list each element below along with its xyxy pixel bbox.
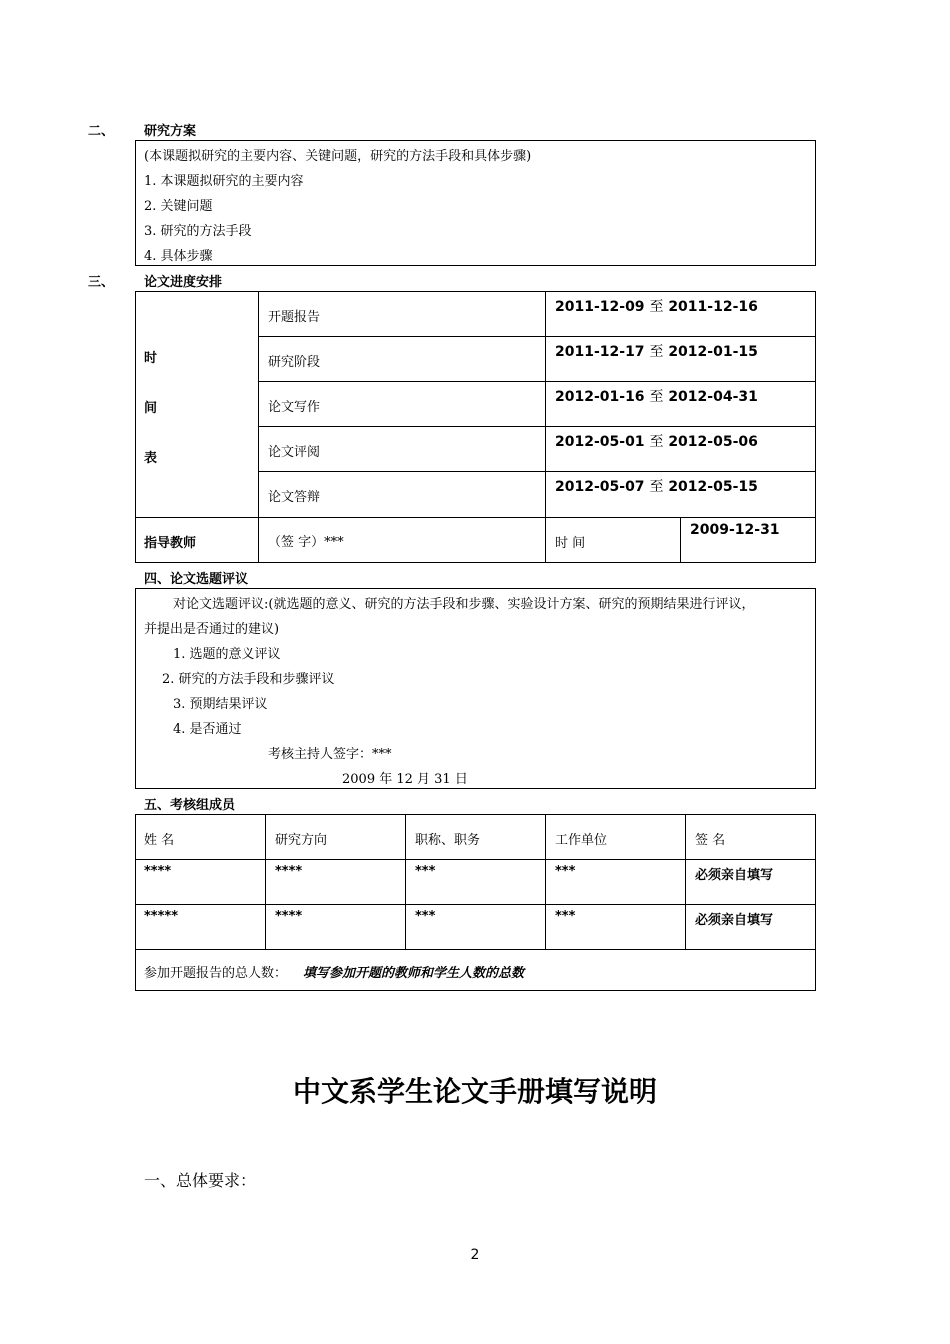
member-sign: 必须亲自填写 xyxy=(695,868,774,883)
page-heading: 中文系学生论文手册填写说明 xyxy=(292,1075,657,1108)
review-signer: 考核主持人签字：*** xyxy=(268,747,392,762)
header-field: 研究方向 xyxy=(275,833,328,848)
total-label: 参加开题报告的总人数： xyxy=(144,966,288,981)
review-item-3: 3. 预期结果评议 xyxy=(173,697,268,712)
stage-dates: 2011-12-09 至 2011-12-16 xyxy=(555,299,758,315)
stage-label: 论文答辩 xyxy=(268,490,321,505)
section4-title: 四、论文选题评议 xyxy=(144,572,249,587)
time-label-3: 表 xyxy=(144,451,158,466)
advisor-label: 指导教师 xyxy=(144,536,197,551)
member-field: **** xyxy=(275,864,303,879)
member-unit: *** xyxy=(555,864,576,879)
section3-title: 论文进度安排 xyxy=(144,275,223,290)
member-name: **** xyxy=(144,864,172,879)
review-item-1: 1. 选题的意义评议 xyxy=(173,647,281,662)
stage-label: 开题报告 xyxy=(268,310,321,325)
section2-item-3: 3. 研究的方法手段 xyxy=(144,224,252,239)
stage-label: 研究阶段 xyxy=(268,355,321,370)
review-instruction-cont: 并提出是否通过的建议) xyxy=(144,622,280,637)
member-field: **** xyxy=(275,909,303,924)
section2-number: 二、 xyxy=(88,124,115,139)
section2-item-2: 2. 关键问题 xyxy=(144,199,213,214)
stage-label: 论文评阅 xyxy=(268,445,321,460)
header-sign: 签 名 xyxy=(695,833,726,848)
total-value: 填写参加开题的教师和学生人数的总数 xyxy=(303,966,525,981)
subheading: 一、总体要求： xyxy=(144,1171,257,1190)
advisor-time-label: 时 间 xyxy=(555,536,586,551)
advisor-sign: （签 字）*** xyxy=(268,535,344,550)
review-item-4: 4. 是否通过 xyxy=(173,722,242,737)
section2-item-1: 1. 本课题拟研究的主要内容 xyxy=(144,174,304,189)
section2-intro: (本课题拟研究的主要内容、关键问题，研究的方法手段和具体步骤) xyxy=(144,149,532,164)
stage-dates: 2011-12-17 至 2012-01-15 xyxy=(555,344,758,360)
member-title: *** xyxy=(415,909,436,924)
member-title: *** xyxy=(415,864,436,879)
stage-dates: 2012-05-01 至 2012-05-06 xyxy=(555,434,758,450)
time-label-2: 间 xyxy=(144,401,158,416)
stage-dates: 2012-01-16 至 2012-04-31 xyxy=(555,389,758,405)
section5-title: 五、考核组成员 xyxy=(144,798,236,813)
header-unit: 工作单位 xyxy=(555,833,608,848)
time-label-1: 时 xyxy=(144,351,158,366)
page-number: 2 xyxy=(470,1247,480,1263)
stage-dates: 2012-05-07 至 2012-05-15 xyxy=(555,479,758,495)
section3-number: 三、 xyxy=(88,275,115,290)
section2-item-4: 4. 具体步骤 xyxy=(144,249,213,264)
member-sign: 必须亲自填写 xyxy=(695,913,774,928)
stage-label: 论文写作 xyxy=(268,400,321,415)
review-date: 2009 年 12 月 31 日 xyxy=(342,772,468,787)
advisor-sign-date: 2009-12-31 xyxy=(690,522,780,538)
review-item-2: 2. 研究的方法手段和步骤评议 xyxy=(162,672,335,687)
header-name: 姓 名 xyxy=(144,833,175,848)
header-title: 职称、职务 xyxy=(415,833,481,848)
section2-title: 研究方案 xyxy=(144,124,197,139)
member-name: ***** xyxy=(144,909,178,924)
review-instruction: 对论文选题评议:(就选题的意义、研究的方法手段和步骤、实验设计方案、研究的预期结果进行评议， xyxy=(173,597,755,612)
member-unit: *** xyxy=(555,909,576,924)
